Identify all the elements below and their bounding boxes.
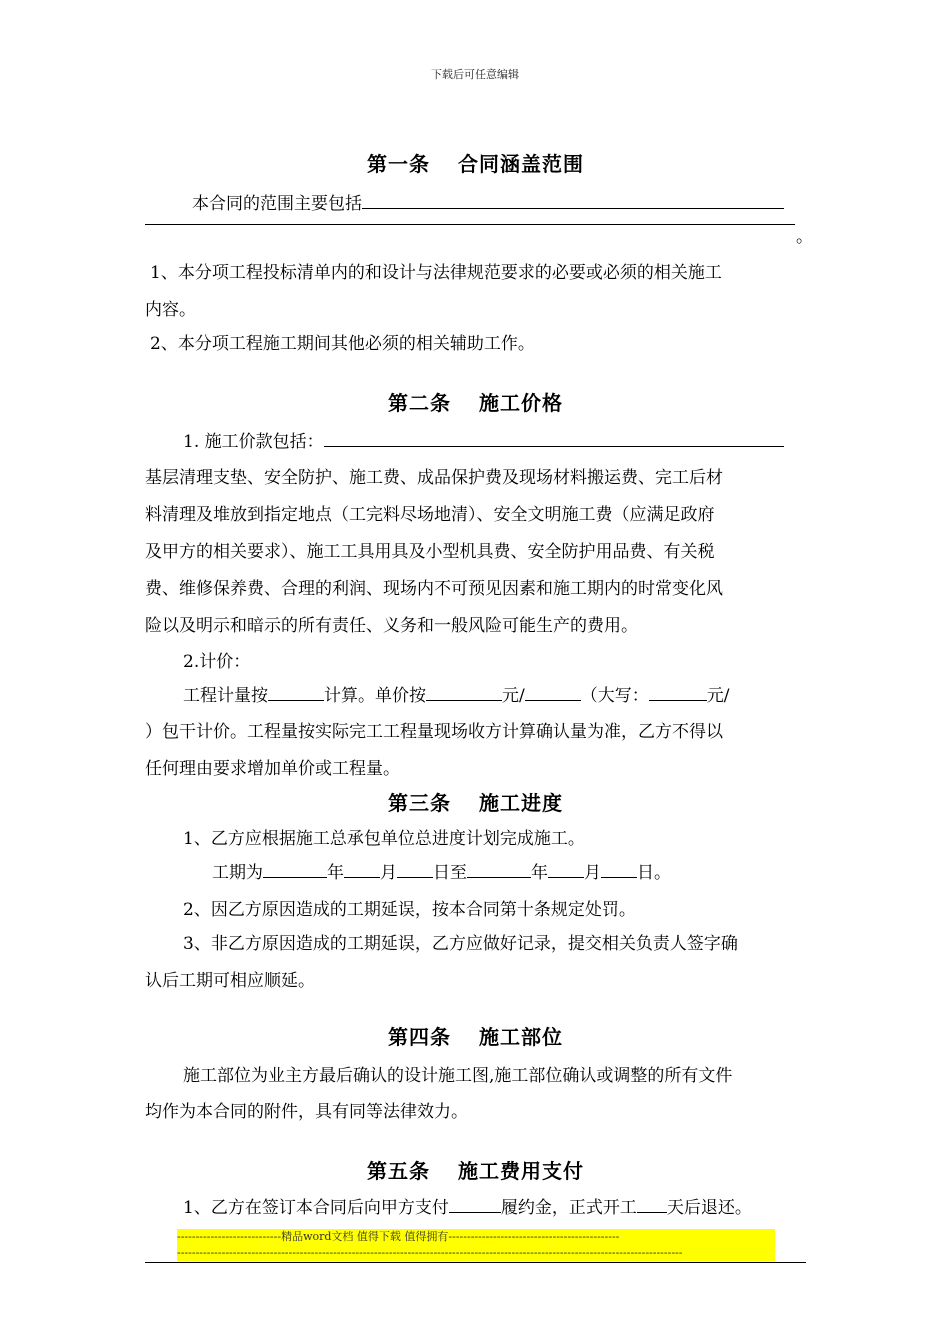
deposit-text-a: 1、乙方在签订本合同后向甲方支付: [183, 1198, 449, 1218]
year-label-1: 年: [327, 863, 344, 883]
article-4-line-2: 均作为本合同的附件，具有同等法律效力。: [145, 1102, 468, 1122]
end-year-blank[interactable]: [467, 860, 531, 878]
article-1-item-1a: 1、本分项工程投标清单内的和设计与法律规范要求的必要或必须的相关施工: [150, 263, 722, 283]
start-month-blank[interactable]: [344, 860, 380, 878]
article-1-heading: 合同涵盖范围: [458, 152, 584, 176]
deposit-text-c: 天后退还。: [666, 1198, 752, 1218]
start-year-blank[interactable]: [263, 860, 327, 878]
article-3-heading: 施工进度: [479, 791, 563, 815]
calc-text-c: 元/: [502, 686, 525, 706]
article-3-item-3a: 3、非乙方原因造成的工期延误，乙方应做好记录，提交相关负责人签字确: [183, 934, 738, 954]
article-1-number: 第一条: [367, 152, 430, 176]
scope-period: 。: [796, 227, 813, 247]
schedule-label: 工期为: [212, 863, 263, 883]
article-2-heading: 施工价格: [479, 391, 563, 415]
calc-method-blank[interactable]: [268, 683, 324, 701]
unit-price-blank[interactable]: [426, 683, 502, 701]
end-month-blank[interactable]: [548, 860, 584, 878]
month-label-2: 月: [584, 863, 601, 883]
calc-text-a: 工程计量按: [183, 686, 268, 706]
footer-banner: [177, 1229, 775, 1261]
article-1-intro-text: 本合同的范围主要包括: [192, 194, 362, 214]
article-3-number: 第三条: [388, 791, 451, 815]
footer-line-2: ----------------------------------------------------------------------------------------------------------------------------------------: [177, 1246, 683, 1259]
article-2-p1: [183, 427, 784, 452]
start-day-blank[interactable]: [397, 860, 433, 878]
article-4-title: [145, 1021, 806, 1050]
unit-blank[interactable]: [525, 683, 581, 701]
price-includes-label: 1. 施工价款包括：: [183, 432, 324, 452]
price-capital-blank[interactable]: [649, 683, 707, 701]
year-label-2: 年: [531, 863, 548, 883]
article-3-title: [145, 787, 806, 816]
article-1-title: [145, 148, 806, 177]
scope-blank-1[interactable]: [362, 191, 784, 209]
article-4-number: 第四条: [388, 1025, 451, 1049]
article-4-line-1: 施工部位为业主方最后确认的设计施工图,施工部位确认或调整的所有文件: [183, 1066, 733, 1086]
calc-line-3: 任何理由要求增加单价或工程量。: [145, 759, 400, 779]
end-day-blank[interactable]: [601, 860, 637, 878]
deposit-amount-blank[interactable]: [449, 1195, 501, 1213]
header-note: 下载后可任意编辑: [431, 68, 519, 81]
article-5-number: 第五条: [367, 1159, 430, 1183]
article-3-item-2: 2、因乙方原因造成的工期延误，按本合同第十条规定处罚。: [183, 900, 636, 920]
footer-line-1: ----------------------------精品word文档 值得下载 值得拥有----------------------------------------------: [177, 1230, 620, 1243]
article-2-line-5: 险以及明示和暗示的所有责任、义务和一般风险可能生产的费用。: [145, 616, 638, 636]
article-3-item-1: 1、乙方应根据施工总承包单位总进度计划完成施工。: [183, 829, 585, 849]
article-2-title: [145, 387, 806, 416]
calc-text-e: 元/: [706, 686, 730, 706]
calc-line: [183, 681, 729, 706]
month-label-1: 月: [380, 863, 397, 883]
article-1-intro: [192, 189, 784, 214]
article-5-item-1: [183, 1193, 752, 1218]
article-2-line-1: 基层清理支垫、安全防护、施工费、成品保护费及现场材料搬运费、完工后材: [145, 468, 723, 488]
refund-days-blank[interactable]: [637, 1195, 667, 1213]
day-to-label: 日至: [433, 863, 467, 883]
calc-text-d: （大写：: [580, 686, 649, 706]
article-3-item-3b: 认后工期可相应顺延。: [145, 971, 315, 991]
day-end-label: 日。: [637, 863, 671, 883]
article-2-p2-lead: 2.计价：: [183, 652, 251, 672]
article-2-number: 第二条: [388, 391, 451, 415]
article-1-item-1b: 内容。: [145, 300, 196, 320]
schedule-line: [212, 858, 671, 883]
deposit-text-b: 履约金，正式开工: [500, 1198, 637, 1218]
bottom-rule: [145, 1262, 806, 1263]
article-1-item-2: 2、本分项工程施工期间其他必须的相关辅助工作。: [150, 334, 535, 354]
scope-blank-2[interactable]: [145, 224, 795, 225]
calc-line-2: ）包干计价。工程量按实际完工工程量现场收方计算确认量为准，乙方不得以: [145, 722, 723, 742]
price-includes-blank[interactable]: [324, 429, 784, 447]
article-2-line-3: 及甲方的相关要求）、施工工具用具及小型机具费、安全防护用品费、有关税: [145, 542, 715, 562]
article-2-line-4: 费、维修保养费、合理的利润、现场内不可预见因素和施工期内的时常变化风: [145, 579, 723, 599]
article-2-line-2: 料清理及堆放到指定地点（工完料尽场地清）、安全文明施工费（应满足政府: [145, 505, 715, 525]
article-5-heading: 施工费用支付: [458, 1159, 584, 1183]
article-4-heading: 施工部位: [479, 1025, 563, 1049]
article-5-title: [145, 1155, 806, 1184]
calc-text-b: 计算。单价按: [324, 686, 426, 706]
